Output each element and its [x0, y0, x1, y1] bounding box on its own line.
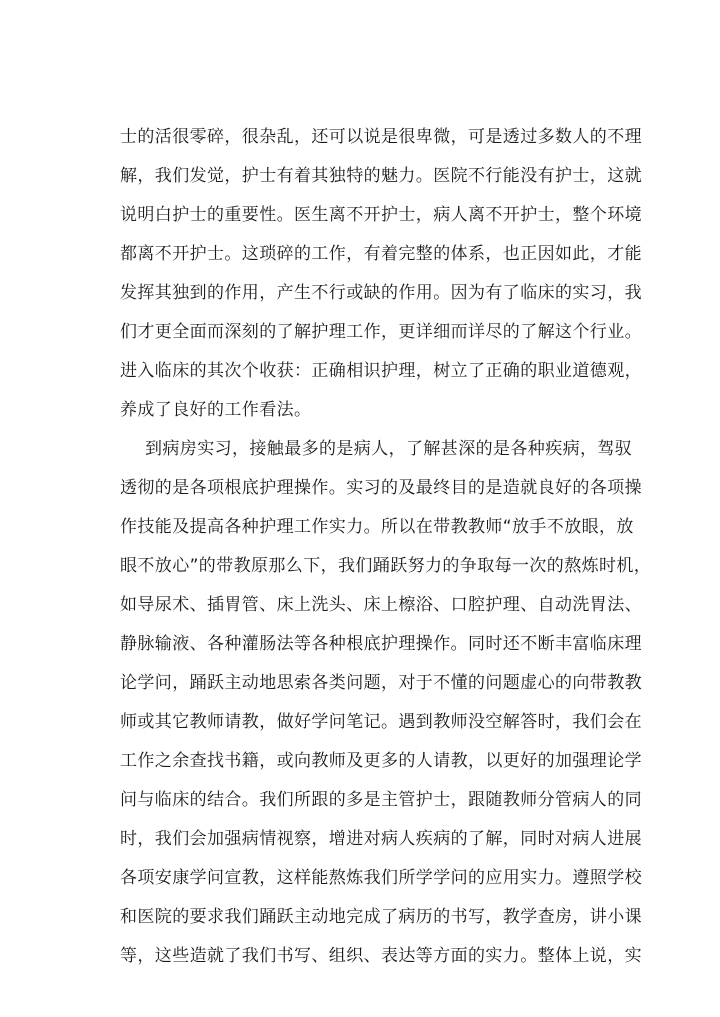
text-line: 时，我们会加强病情视察，增进对病人疾病的了解，同时对病人进展	[120, 829, 642, 849]
text-line: 们才更全面而深刻的了解护理工作，更详细而详尽的了解这个行业。	[120, 322, 642, 342]
text-line: 问与临床的结合。我们所跟的多是主管护士，跟随教师分管病人的同	[120, 790, 642, 810]
text-line: 各项安康学问宣教，这样能熬炼我们所学学问的应用实力。遵照学校	[120, 868, 642, 888]
text-line: 眼不放心”的带教原那么下，我们踊跃努力的争取每一次的熬炼时机，	[120, 556, 652, 576]
text-line: 等，这些造就了我们书写、组织、表达等方面的实力。整体上说，实	[120, 946, 642, 966]
text-line: 都离不开护士。这琐碎的工作，有着完整的体系，也正因如此，才能	[120, 244, 642, 264]
text-line: 论学问，踊跃主动地思索各类问题，对于不懂的问题虚心的向带教教	[120, 673, 642, 693]
text-line: 进入临床的其次个收获：正确相识护理，树立了正确的职业道德观，	[120, 361, 642, 381]
text-line: 如导尿术、插胃管、床上洗头、床上檫浴、口腔护理、自动洗胃法、	[120, 595, 642, 615]
text-line: 解，我们发觉，护士有着其独特的魅力。医院不行能没有护士，这就	[120, 166, 642, 186]
text-line: 说明白护士的重要性。医生离不开护士，病人离不开护士，整个环境	[120, 205, 642, 225]
text-line: 透彻的是各项根底护理操作。实习的及最终目的是造就良好的各项操	[120, 478, 642, 498]
text-line: 工作之余查找书籍，或向教师及更多的人请教，以更好的加强理论学	[120, 751, 642, 771]
text-line: 静脉输液、各种灌肠法等各种根底护理操作。同时还不断丰富临床理	[120, 634, 642, 654]
text-line: 士的活很零碎，很杂乱，还可以说是很卑微，可是透过多数人的不理	[120, 127, 642, 147]
paragraph-first-line: 到病房实习，接触最多的是病人，了解甚深的是各种疾病，驾驭	[145, 439, 633, 459]
text-line: 作技能及提高各种护理工作实力。所以在带教教师“放手不放眼，放	[120, 517, 634, 537]
text-line: 养成了良好的工作看法。	[120, 400, 312, 420]
text-line: 师或其它教师请教，做好学问笔记。遇到教师没空解答时，我们会在	[120, 712, 642, 732]
text-line: 和医院的要求我们踊跃主动地完成了病历的书写，教学查房，讲小课	[120, 907, 642, 927]
text-line: 发挥其独到的作用，产生不行或缺的作用。因为有了临床的实习，我	[120, 283, 642, 303]
